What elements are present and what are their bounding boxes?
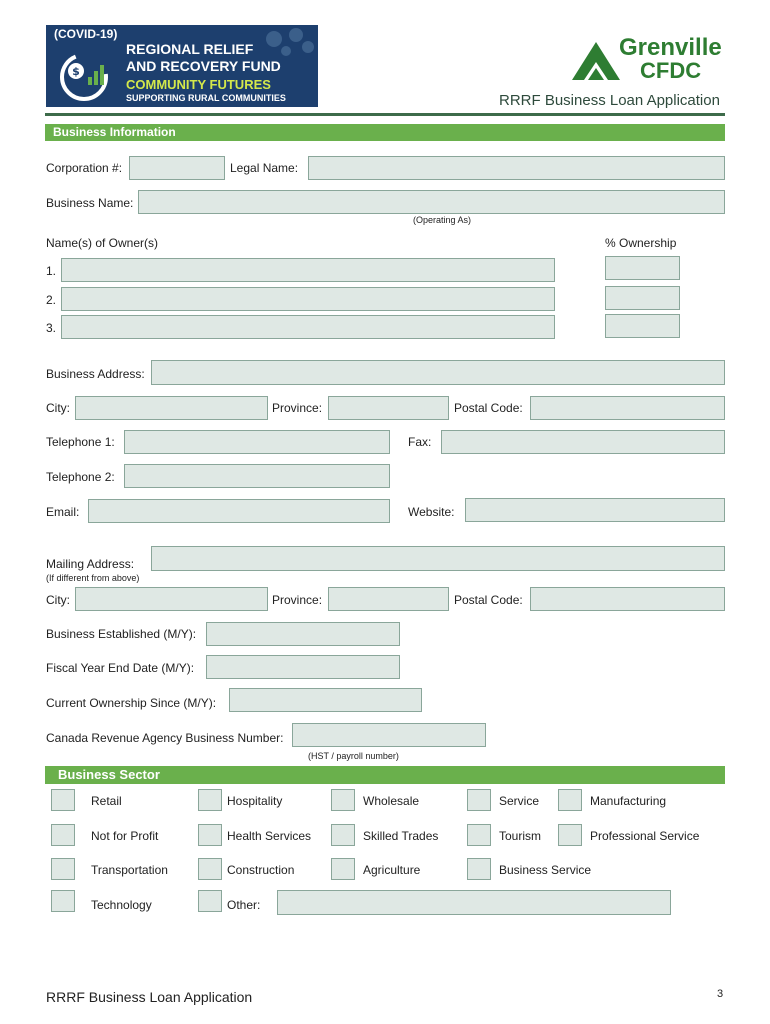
mailing-address-label: Mailing Address:	[46, 557, 135, 571]
hst-note: (HST / payroll number)	[308, 751, 399, 761]
footer-title: RRRF Business Loan Application	[46, 989, 253, 1005]
sector-business-service-label: Business Service	[499, 863, 592, 877]
ownership-since-label: Current Ownership Since (M/Y):	[46, 696, 217, 710]
fax-field[interactable]	[441, 430, 725, 454]
supporting-label: SUPPORTING RURAL COMMUNITIES	[126, 93, 286, 103]
business-name-label: Business Name:	[46, 196, 134, 210]
header-divider	[45, 113, 725, 116]
logo-cfdc: CFDC	[640, 58, 702, 83]
website-label: Website:	[408, 505, 455, 519]
fax-label: Fax:	[408, 435, 432, 449]
sector-skilled-trades-label: Skilled Trades	[363, 829, 439, 843]
fiscal-year-label: Fiscal Year End Date (M/Y):	[46, 661, 195, 675]
sector-skilled-trades-checkbox[interactable]	[331, 824, 355, 846]
mailing-address-field[interactable]	[151, 546, 725, 571]
operating-as-note: (Operating As)	[413, 215, 472, 225]
business-address-field[interactable]	[151, 360, 725, 385]
province-field[interactable]	[328, 396, 449, 420]
sector-hospitality-label: Hospitality	[227, 794, 283, 808]
city-label: City:	[46, 401, 70, 415]
sector-service-checkbox[interactable]	[467, 789, 491, 811]
corporation-field[interactable]	[129, 156, 225, 180]
city2-field[interactable]	[75, 587, 268, 611]
owner-3-field[interactable]	[61, 315, 555, 339]
grenville-mountain-icon	[572, 38, 622, 82]
form-title: RRRF Business Loan Application	[499, 92, 720, 109]
sector-retail-label: Retail	[91, 794, 122, 808]
sector-other-field[interactable]	[277, 890, 671, 915]
sector-agriculture-label: Agriculture	[363, 863, 421, 877]
sector-retail-checkbox[interactable]	[51, 789, 75, 811]
sector-manufacturing-label: Manufacturing	[590, 794, 667, 808]
owner-number-3: 3.	[46, 321, 57, 335]
sector-agriculture-checkbox[interactable]	[331, 858, 355, 880]
virus-decoration-icon	[256, 25, 318, 59]
business-address-label: Business Address:	[46, 367, 145, 381]
sector-tourism-label: Tourism	[499, 829, 542, 843]
owner-1-field[interactable]	[61, 258, 555, 282]
community-futures-label: COMMUNITY FUTURES	[126, 77, 271, 92]
owner-number-2: 2.	[46, 293, 57, 307]
sector-health-services-checkbox[interactable]	[198, 824, 222, 846]
sector-construction-checkbox[interactable]	[198, 858, 222, 880]
business-sector-header: Business Sector	[45, 766, 725, 784]
owner-2-field[interactable]	[61, 287, 555, 311]
sector-construction-label: Construction	[227, 863, 295, 877]
city2-label: City:	[46, 593, 70, 607]
banner-title-line2: AND RECOVERY FUND	[126, 58, 281, 74]
telephone2-label: Telephone 2:	[46, 470, 115, 484]
logo-grenville: Grenville	[619, 34, 722, 61]
cra-number-label: Canada Revenue Agency Business Number:	[46, 731, 284, 745]
sector-transportation-label: Transportation	[91, 863, 168, 877]
city-field[interactable]	[75, 396, 268, 420]
ownership-1-field[interactable]	[605, 256, 680, 280]
legal-name-field[interactable]	[308, 156, 725, 180]
website-field[interactable]	[465, 498, 725, 522]
corporation-label: Corporation #:	[46, 161, 123, 175]
sector-transportation-checkbox[interactable]	[51, 858, 75, 880]
sector-business-service-checkbox[interactable]	[467, 858, 491, 880]
sector-professional-service-label: Professional Service	[590, 829, 700, 843]
postal-code-label: Postal Code:	[454, 401, 523, 415]
sector-technology-label: Technology	[91, 898, 152, 912]
covid-label: (COVID-19)	[54, 27, 118, 41]
province2-label: Province:	[272, 593, 323, 607]
telephone1-label: Telephone 1:	[46, 435, 115, 449]
established-label: Business Established (M/Y):	[46, 627, 197, 641]
business-information-header: Business Information	[45, 124, 725, 141]
sector-other-label: Other:	[227, 898, 261, 912]
postal-code-field[interactable]	[530, 396, 725, 420]
telephone1-field[interactable]	[124, 430, 390, 454]
fiscal-year-field[interactable]	[206, 655, 400, 679]
sector-other-checkbox[interactable]	[198, 890, 222, 912]
rrrf-banner	[46, 25, 318, 107]
business-name-field[interactable]	[138, 190, 725, 214]
svg-text:$: $	[72, 65, 80, 78]
sector-tourism-checkbox[interactable]	[467, 824, 491, 846]
ownership-since-field[interactable]	[229, 688, 422, 712]
province-label: Province:	[272, 401, 323, 415]
telephone2-field[interactable]	[124, 464, 390, 488]
owner-number-1: 1.	[46, 264, 57, 278]
sector-not-for-profit-label: Not for Profit	[91, 829, 159, 843]
sector-technology-checkbox[interactable]	[51, 890, 75, 912]
sector-professional-service-checkbox[interactable]	[558, 824, 582, 846]
sector-manufacturing-checkbox[interactable]	[558, 789, 582, 811]
sector-not-for-profit-checkbox[interactable]	[51, 824, 75, 846]
ownership-label: % Ownership	[605, 236, 677, 250]
page-number: 3	[717, 988, 724, 1000]
banner-title-line1: REGIONAL RELIEF	[126, 41, 254, 57]
cra-number-field[interactable]	[292, 723, 486, 747]
email-field[interactable]	[88, 499, 390, 523]
sector-service-label: Service	[499, 794, 540, 808]
owners-label: Name(s) of Owner(s)	[46, 236, 159, 250]
postal-code2-field[interactable]	[530, 587, 725, 611]
email-label: Email:	[46, 505, 80, 519]
ownership-2-field[interactable]	[605, 286, 680, 310]
postal-code2-label: Postal Code:	[454, 593, 523, 607]
legal-name-label: Legal Name:	[230, 161, 299, 175]
sector-hospitality-checkbox[interactable]	[198, 789, 222, 811]
if-different-note: (If different from above)	[46, 573, 140, 583]
sector-wholesale-checkbox[interactable]	[331, 789, 355, 811]
recovery-cycle-icon	[54, 47, 118, 105]
ownership-3-field[interactable]	[605, 314, 680, 338]
sector-wholesale-label: Wholesale	[363, 794, 420, 808]
sector-health-services-label: Health Services	[227, 829, 312, 843]
province2-field[interactable]	[328, 587, 449, 611]
established-field[interactable]	[206, 622, 400, 646]
